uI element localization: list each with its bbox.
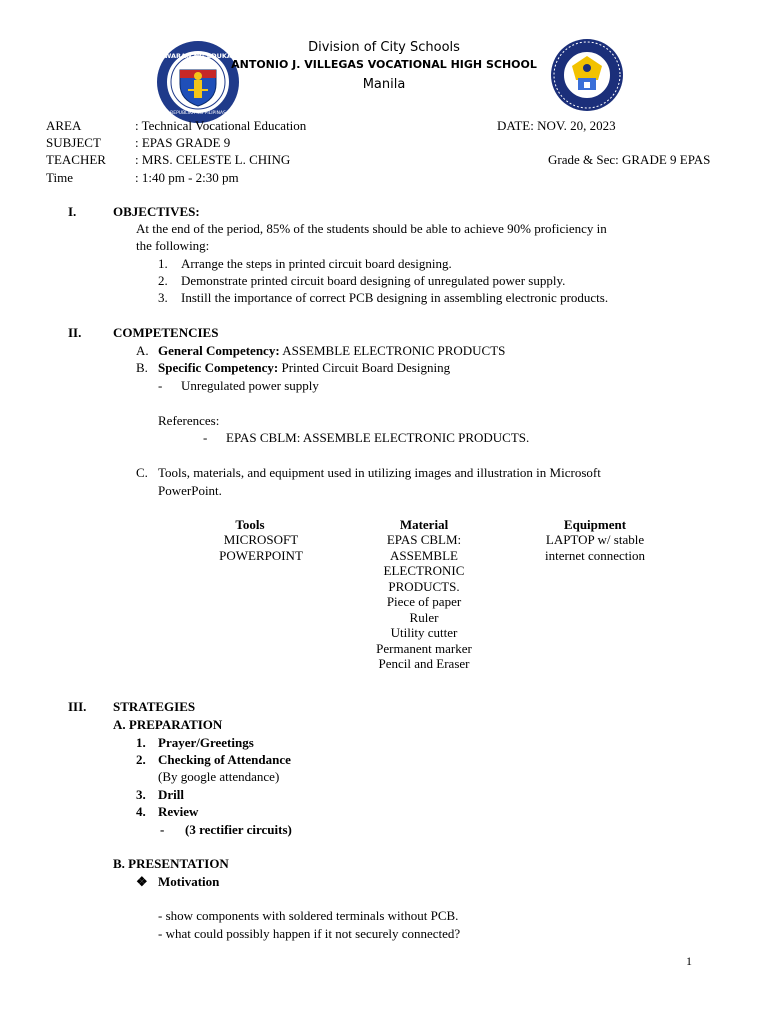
material-item: Permanent marker — [376, 640, 472, 656]
section-number: III. — [68, 699, 87, 714]
general-competency-label: General Competency: — [158, 343, 280, 358]
dash: - — [160, 822, 165, 837]
material-item: Piece of paper — [386, 594, 462, 609]
attendance-note: (By google attendance) — [158, 769, 280, 784]
tool-item: MICROSOFT — [223, 532, 299, 547]
city-name: Manila — [362, 77, 406, 92]
school-name: ANTONIO J. VILLEGAS VOCATIONAL HIGH SCHOOL — [231, 58, 537, 71]
specific-competency-label: Specific Competency: — [158, 360, 279, 375]
motivation-label: Motivation — [158, 874, 220, 889]
list-number: 1. — [136, 735, 146, 750]
reference-item: EPAS CBLM: ASSEMBLE ELECTRONIC PRODUCTS. — [226, 430, 530, 445]
material-item: EPAS CBLM: — [386, 532, 462, 547]
division-title: Division of City Schools — [308, 40, 460, 55]
list-number: 2. — [158, 273, 168, 288]
objective-item: Arrange the steps in printed circuit board designing. — [181, 256, 452, 271]
preparation-item: Drill — [158, 787, 184, 802]
references-label: References: — [158, 413, 220, 428]
list-letter: A. — [136, 343, 149, 358]
material-item: PRODUCTS. — [388, 578, 460, 594]
preparation-heading: A. PREPARATION — [113, 717, 223, 732]
material-item: Ruler — [409, 609, 439, 625]
time-label: Time — [46, 170, 73, 185]
list-letter: B. — [136, 360, 148, 375]
material-item: Pencil and Eraser — [378, 656, 470, 671]
area-label: AREA — [46, 118, 82, 133]
tools-description-cont: PowerPoint. — [158, 483, 222, 498]
objectives-intro: At the end of the period, 85% of the students should be able to achieve 90% proficiency in — [136, 221, 607, 236]
subject-value: : EPAS GRADE 9 — [135, 135, 231, 150]
tools-column — [196, 532, 326, 563]
preparation-item: Prayer/Greetings — [158, 735, 254, 750]
preparation-item: Review — [158, 804, 199, 819]
list-number: 2. — [136, 752, 146, 767]
list-number: 4. — [136, 804, 146, 819]
specific-competency — [158, 360, 450, 376]
time-value: : 1:40 pm - 2:30 pm — [135, 170, 239, 185]
equipment-header: Equipment — [563, 517, 627, 532]
date: DATE: NOV. 20, 2023 — [497, 118, 616, 133]
tools-header: Tools — [235, 517, 265, 532]
motivation-item: - show components with soldered terminals without PCB. — [158, 908, 459, 923]
general-competency-value: ASSEMBLE ELECTRONIC PRODUCTS — [279, 343, 506, 358]
equipment-item: LAPTOP w/ stable — [545, 532, 645, 547]
material-item: ASSEMBLE — [390, 547, 458, 563]
review-subitem: (3 rectifier circuits) — [185, 822, 292, 837]
dash: - — [158, 378, 163, 393]
deped-logo-subtext: REPUBLIKA NG PILIPINAS — [170, 111, 226, 116]
equipment-item: internet connection — [545, 547, 645, 563]
objectives-intro-cont: the following: — [136, 238, 210, 253]
list-number: 3. — [158, 290, 168, 305]
material-item: ELECTRONIC — [383, 563, 465, 578]
subject-label: SUBJECT — [46, 135, 101, 150]
section-number: II. — [68, 325, 82, 340]
tool-item: POWERPOINT — [219, 547, 303, 563]
area-value: : Technical Vocational Education — [135, 118, 307, 133]
list-number: 3. — [136, 787, 146, 802]
section-title-competencies: COMPETENCIES — [113, 325, 219, 340]
preparation-item: Checking of Attendance — [158, 752, 291, 767]
section-title-objectives: OBJECTIVES: — [113, 204, 200, 219]
dash: - — [203, 430, 208, 445]
equipment-column — [520, 532, 670, 563]
general-competency — [158, 343, 505, 359]
objective-item: Demonstrate printed circuit board designing of unregulated power supply. — [181, 273, 566, 288]
diamond-bullet-icon: ❖ — [136, 874, 148, 889]
specific-competency-subitem: Unregulated power supply — [181, 378, 319, 393]
teacher-label: TEACHER — [46, 152, 106, 167]
presentation-heading: B. PRESENTATION — [113, 856, 229, 871]
material-item: Utility cutter — [390, 625, 458, 640]
materials-column — [364, 532, 484, 672]
material-header: Material — [399, 517, 449, 532]
list-number: 1. — [158, 256, 168, 271]
motivation-item: - what could possibly happen if it not securely connected? — [158, 926, 461, 941]
page-number: 1 — [686, 954, 692, 968]
grade-section: Grade & Sec: GRADE 9 EPAS — [548, 152, 711, 167]
deped-logo-text: KAGAWARAN NG EDUKASYON — [143, 52, 253, 60]
section-title-strategies: STRATEGIES — [113, 699, 196, 714]
specific-competency-value: Printed Circuit Board Designing — [278, 360, 451, 375]
teacher-value: : MRS. CELESTE L. CHING — [135, 152, 291, 167]
tools-description: Tools, materials, and equipment used in utilizing images and illustration in Microsoft — [158, 465, 601, 480]
objective-item: Instill the importance of correct PCB designing in assembling electronic products. — [181, 290, 609, 305]
list-letter: C. — [136, 465, 148, 480]
section-number: I. — [68, 204, 77, 219]
